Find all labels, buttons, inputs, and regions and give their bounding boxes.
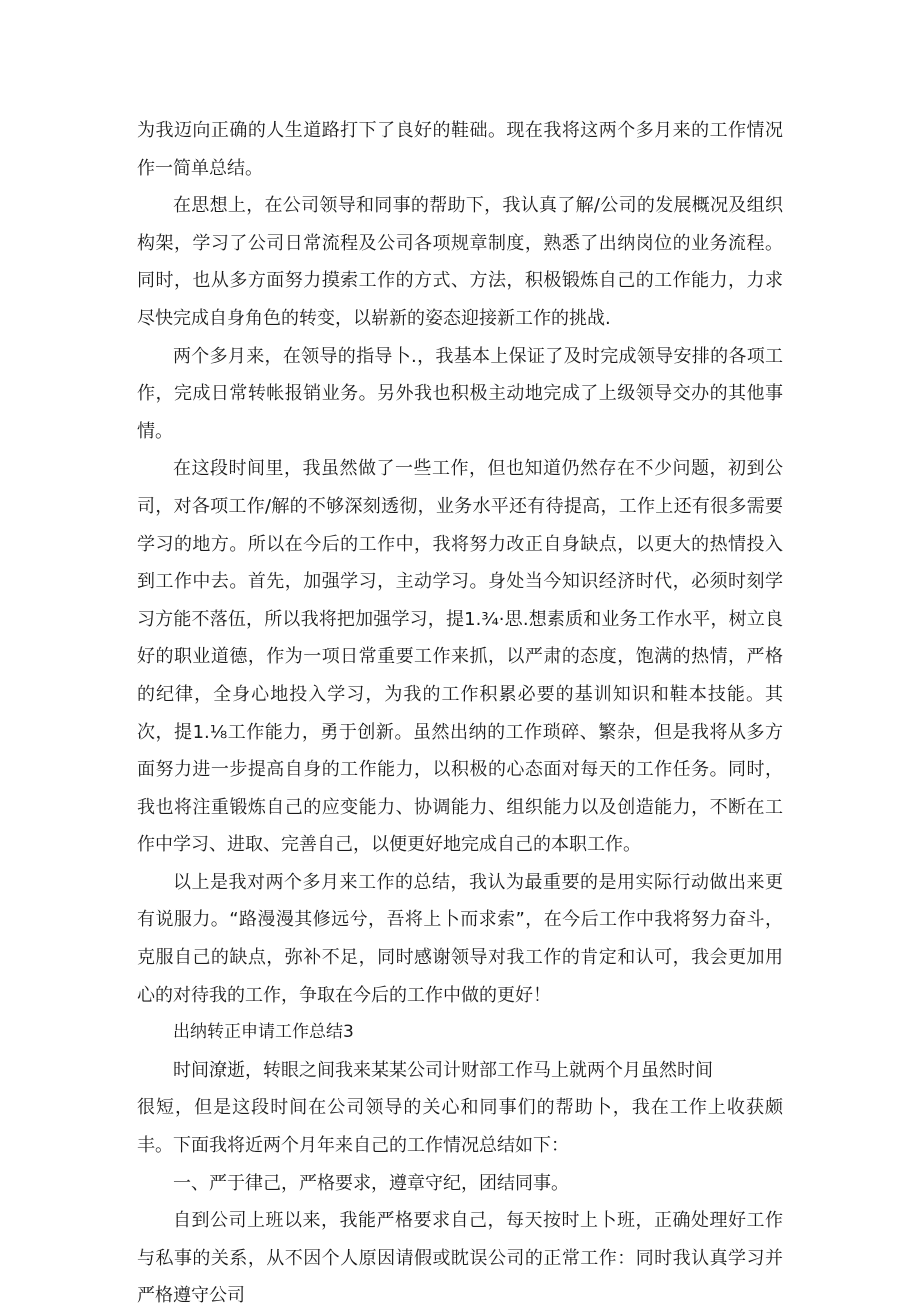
document-body bbox=[137, 112, 783, 1315]
paragraph: 在思想上，在公司领导和同事的帮助下，我认真了解/公司的发展概况及组织构架，学习了公司日常流程及公司各项规章制度，熟悉了出纳岗位的业务流程。同时，也从多方面努力摸索工作的方式、方法，积极锻炼自己的工作能力，力求尽快完成自身角色的转变，以崭新的姿态迎接新工作的挑战. bbox=[137, 195, 783, 329]
paragraph: 为我迈向正确的人生道路打下了良好的鞋础。现在我将这两个多月来的工作情况作一简单总结。 bbox=[137, 120, 783, 179]
paragraph: 两个多月来，在领导的指导卜.，我基本上保证了及时完成领导安排的各项工作，完成日常转帐报销业务。另外我也积极主动地完成了上级领导交办的其他事情。 bbox=[137, 345, 783, 442]
paragraph: 时间潦逝，转眼之间我来某某公司计财部工作马上就两个月虽然时间 bbox=[173, 1059, 713, 1081]
paragraph: 以上是我对两个多月来工作的总结，我认为最重要的是用实际行动做出来更有说服力。“路漫漫其修远兮，吾将上卜而求索”，在今后工作中我将努力奋斗，克服自己的缺点，弥补不足，同时感谢领导对我工作的肯定和认可，我会更加用心的对待我的工作，争取在今后的工作中做的更好！ bbox=[137, 871, 783, 1006]
paragraph: 很短，但是这段时间在公司领导的关心和同事们的帮助卜，我在工作上收获颇丰。下面我将近两个月年来自己的工作情况总结如下： bbox=[137, 1097, 783, 1157]
paragraph: 在这段时间里，我虽然做了一些工作，但也知道仍然存在不少问题，初到公司，对各项工作/解的不够深刻透彻，业务水平还有待提高，工作上还有很多需要学习的地方。所以在今后的工作中，我将努力改正自身缺点，以更大的热情投入到工作中去。首先，加强学习，主动学习。身处当今知识经济时代，必须时刻学习方能不落伍，所以我将把加强学习，提1.¾·思.想素质和业务工作水平，树立良好的职业道德，作为一项日常重要工作来抓，以严肃的态度，饱满的热情，严格的纪律，全身心地投入学习，为我的工作积累必要的基训知识和鞋本技能。其次，提1.⅛工作能力，勇于创新。虽然出纳的工作琐碎、繁杂，但是我将从多方面努力进一步提高自身的工作能力，以积极的心态面对每天的工作任务。同时，我也将注重锻炼自己的应变能力、协调能力、组织能力以及创造能力，不断在工作中学习、进取、完善自己，以便更好地完成自己的本职工作。 bbox=[137, 458, 783, 856]
paragraph: 自到公司上班以来，我能严格要求自己，每天按时上卜班，正确处理好工作与私事的关系，从不因个人原因请假或眈误公司的正常工作：同时我认真学习并严格遵守公司 bbox=[137, 1210, 783, 1307]
section-heading: 出纳转正申请工作总结3 bbox=[173, 1022, 354, 1043]
paragraph: 一、严于律己，严格要求，遵章守纪，团结同事。 bbox=[173, 1172, 569, 1194]
